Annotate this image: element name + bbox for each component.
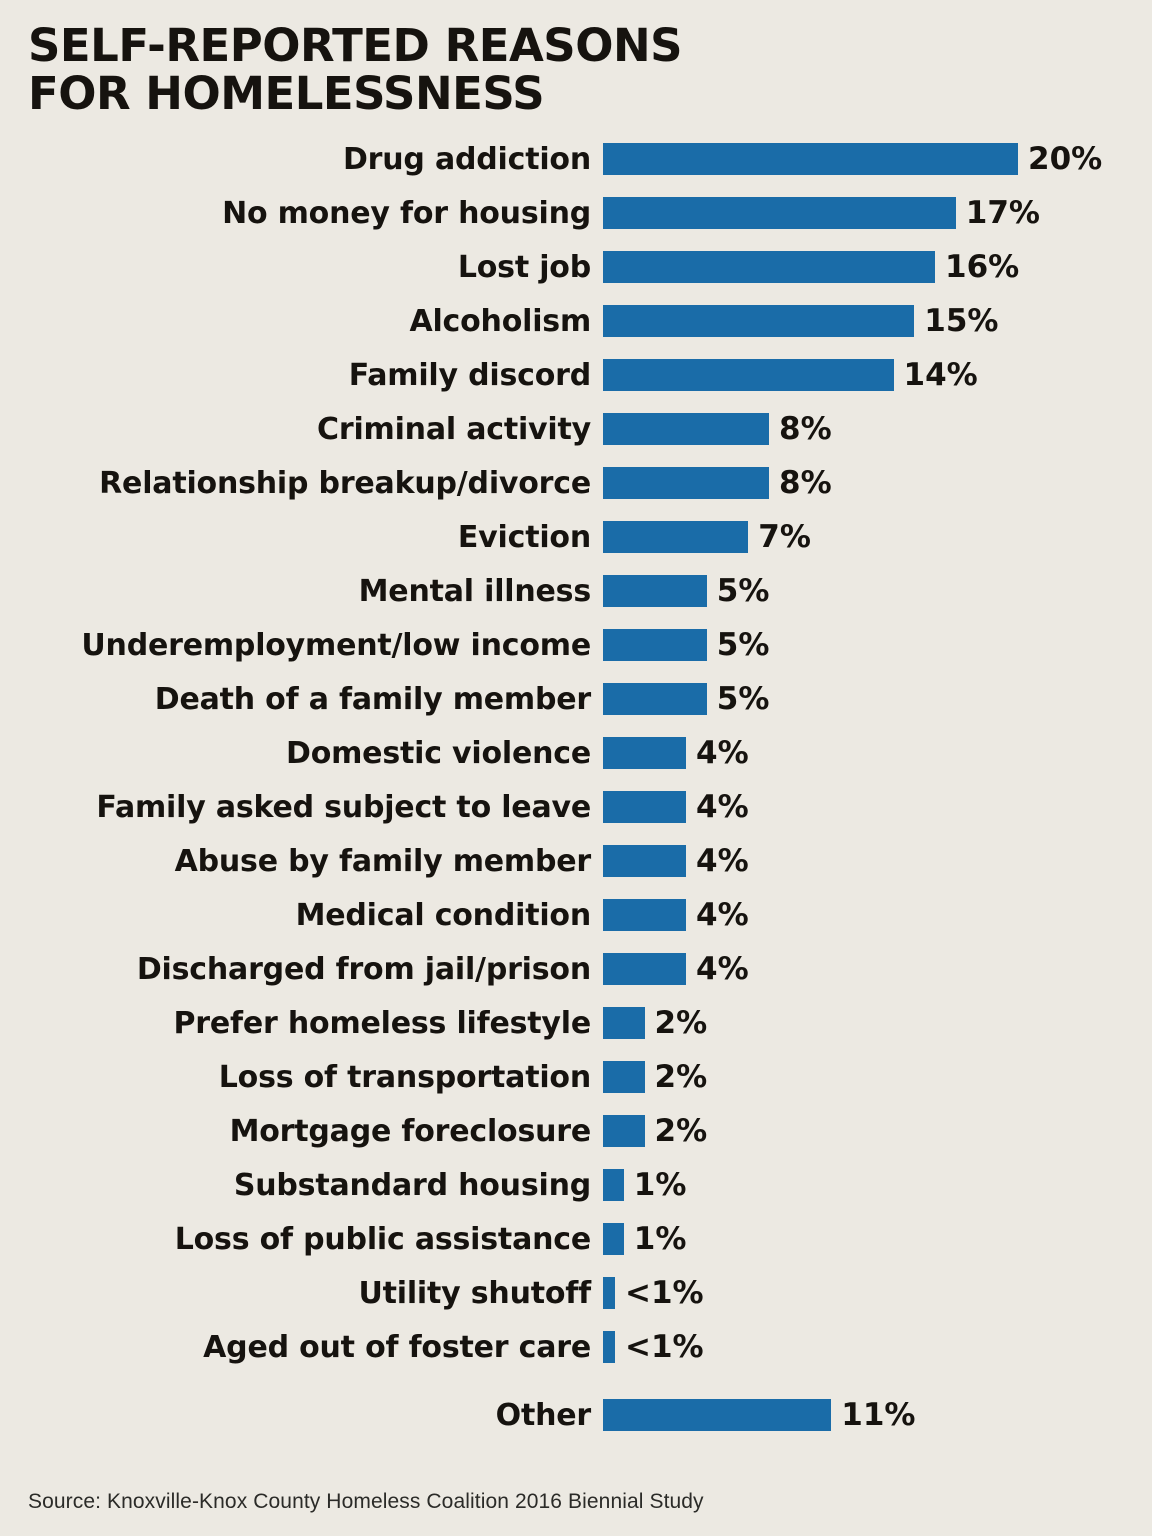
chart-bar-row <box>28 834 1124 888</box>
chart-bar-row <box>28 1158 1124 1212</box>
bar-value-label: 1% <box>633 1167 687 1204</box>
bar-track <box>603 411 1124 447</box>
bar-category-label: No money for housing <box>222 195 591 231</box>
bar-value-label: 11% <box>841 1397 916 1434</box>
bar <box>603 575 707 607</box>
bar-value-label: 2% <box>654 1113 708 1150</box>
bar <box>603 899 686 931</box>
bar <box>603 1223 624 1255</box>
chart-bar-row <box>28 618 1124 672</box>
bar-category-label: Relationship breakup/divorce <box>99 465 591 501</box>
bar-track <box>603 519 1124 555</box>
bar-track <box>603 1329 1124 1365</box>
bar-track <box>603 789 1124 825</box>
bar <box>603 1331 615 1363</box>
bar-track <box>603 303 1124 339</box>
bar-value-label: 7% <box>758 519 811 556</box>
bar-category-label: Discharged from jail/prison <box>136 951 591 987</box>
bar-category-label: Alcoholism <box>409 303 591 339</box>
bar-value-label: 16% <box>945 249 1020 286</box>
bar-value-label: 17% <box>965 195 1040 232</box>
bar <box>603 467 769 499</box>
bar-category-label: Medical condition <box>295 897 591 933</box>
bar-track <box>603 897 1124 933</box>
chart-bar-row <box>28 1104 1124 1158</box>
bar <box>603 1277 615 1309</box>
bar-value-label: 8% <box>779 465 832 502</box>
bar-category-label: Utility shutoff <box>358 1275 591 1311</box>
chart-bar-row <box>28 996 1124 1050</box>
bar-value-label: 20% <box>1028 141 1103 178</box>
bar-track <box>603 1275 1124 1311</box>
chart-bar-row <box>28 888 1124 942</box>
chart-bar-row <box>28 510 1124 564</box>
bar-category-label: Mental illness <box>358 573 591 609</box>
bar-category-label: Prefer homeless lifestyle <box>173 1005 591 1041</box>
bar-category-label: Death of a family member <box>154 681 591 717</box>
bar-category-label: Loss of transportation <box>218 1059 591 1095</box>
bar-track <box>603 1113 1124 1149</box>
bar-category-label: Loss of public assistance <box>174 1221 591 1257</box>
bar <box>603 143 1018 175</box>
bar <box>603 683 707 715</box>
bar <box>603 953 686 985</box>
bar-track <box>603 627 1124 663</box>
chart-bar-row <box>28 456 1124 510</box>
bar-track <box>603 1221 1124 1257</box>
chart-bar-row <box>28 1320 1124 1374</box>
bar-category-label: Underemployment/low income <box>81 627 591 663</box>
bar-value-label: 8% <box>779 411 832 448</box>
bar <box>603 413 769 445</box>
bar-track <box>603 249 1124 285</box>
bar-value-label: 15% <box>924 303 999 340</box>
bar-track <box>603 141 1124 177</box>
chart-bar-row <box>28 780 1124 834</box>
bar-category-label: Criminal activity <box>317 411 591 447</box>
bar-track <box>603 681 1124 717</box>
chart-bar-row <box>28 402 1124 456</box>
bar-track <box>603 1005 1124 1041</box>
page-title <box>28 19 788 121</box>
bar-value-label: 4% <box>696 897 749 934</box>
bar-category-label: Family asked subject to leave <box>96 789 591 825</box>
bar-value-label: 2% <box>654 1005 708 1042</box>
chart-bar-row <box>28 1388 1124 1442</box>
bar <box>603 521 748 553</box>
bar <box>603 251 935 283</box>
bar <box>603 1115 645 1147</box>
bar-track <box>603 195 1124 231</box>
bar-value-label: <1% <box>625 1275 704 1312</box>
bar-category-label: Eviction <box>457 519 591 555</box>
bar-category-label: Substandard housing <box>233 1167 591 1203</box>
bar <box>603 1169 624 1201</box>
bar <box>603 845 686 877</box>
bar <box>603 1007 645 1039</box>
bar-category-label: Other <box>495 1397 591 1433</box>
bar <box>603 305 914 337</box>
bar <box>603 1061 645 1093</box>
chart-bar-row <box>28 240 1124 294</box>
bar-value-label: 2% <box>654 1059 708 1096</box>
bar-track <box>603 573 1124 609</box>
bar-category-label: Domestic violence <box>286 735 591 771</box>
bar <box>603 629 707 661</box>
bar-track <box>603 1059 1124 1095</box>
bar-value-label: 1% <box>633 1221 687 1258</box>
bar-chart <box>28 132 1124 1442</box>
bar-category-label: Aged out of foster care <box>203 1329 591 1365</box>
page-title-line-1: SELF-REPORTED REASONS <box>28 19 683 72</box>
chart-bar-row <box>28 132 1124 186</box>
chart-bar-row <box>28 186 1124 240</box>
bar-value-label: 5% <box>716 573 770 610</box>
bar-track <box>603 1397 1124 1433</box>
source-note: Source: Knoxville-Knox County Homeless Coalition 2016 Biennial Study <box>28 1490 704 1513</box>
bar-value-label: 4% <box>696 843 749 880</box>
bar-category-label: Family discord <box>348 357 591 393</box>
chart-bar-row <box>28 726 1124 780</box>
bar <box>603 1399 831 1431</box>
chart-bar-row <box>28 1266 1124 1320</box>
bar-value-label: 14% <box>903 357 978 394</box>
chart-bar-row <box>28 564 1124 618</box>
bar-track <box>603 465 1124 501</box>
chart-bar-row <box>28 672 1124 726</box>
bar-category-label: Abuse by family member <box>174 843 591 879</box>
bar <box>603 791 686 823</box>
bar-track <box>603 357 1124 393</box>
chart-bar-row <box>28 942 1124 996</box>
bar-value-label: 5% <box>716 681 770 718</box>
bar-track <box>603 735 1124 771</box>
bar-category-label: Lost job <box>457 249 591 285</box>
bar-category-label: Drug addiction <box>342 141 591 177</box>
bar <box>603 359 894 391</box>
chart-bar-row <box>28 1212 1124 1266</box>
bar <box>603 737 686 769</box>
bar-value-label: 4% <box>696 735 749 772</box>
bar-value-label: 5% <box>716 627 770 664</box>
bar-value-label: 4% <box>696 951 749 988</box>
chart-bar-row <box>28 348 1124 402</box>
bar-value-label: <1% <box>625 1329 704 1366</box>
bar-value-label: 4% <box>696 789 749 826</box>
chart-bar-row <box>28 294 1124 348</box>
bar-track <box>603 951 1124 987</box>
bar <box>603 197 956 229</box>
page-title-line-2: FOR HOMELESSNESS <box>28 67 545 121</box>
bar-track <box>603 1167 1124 1203</box>
bar-category-label: Mortgage foreclosure <box>229 1113 591 1149</box>
bar-track <box>603 843 1124 879</box>
chart-bar-row <box>28 1050 1124 1104</box>
